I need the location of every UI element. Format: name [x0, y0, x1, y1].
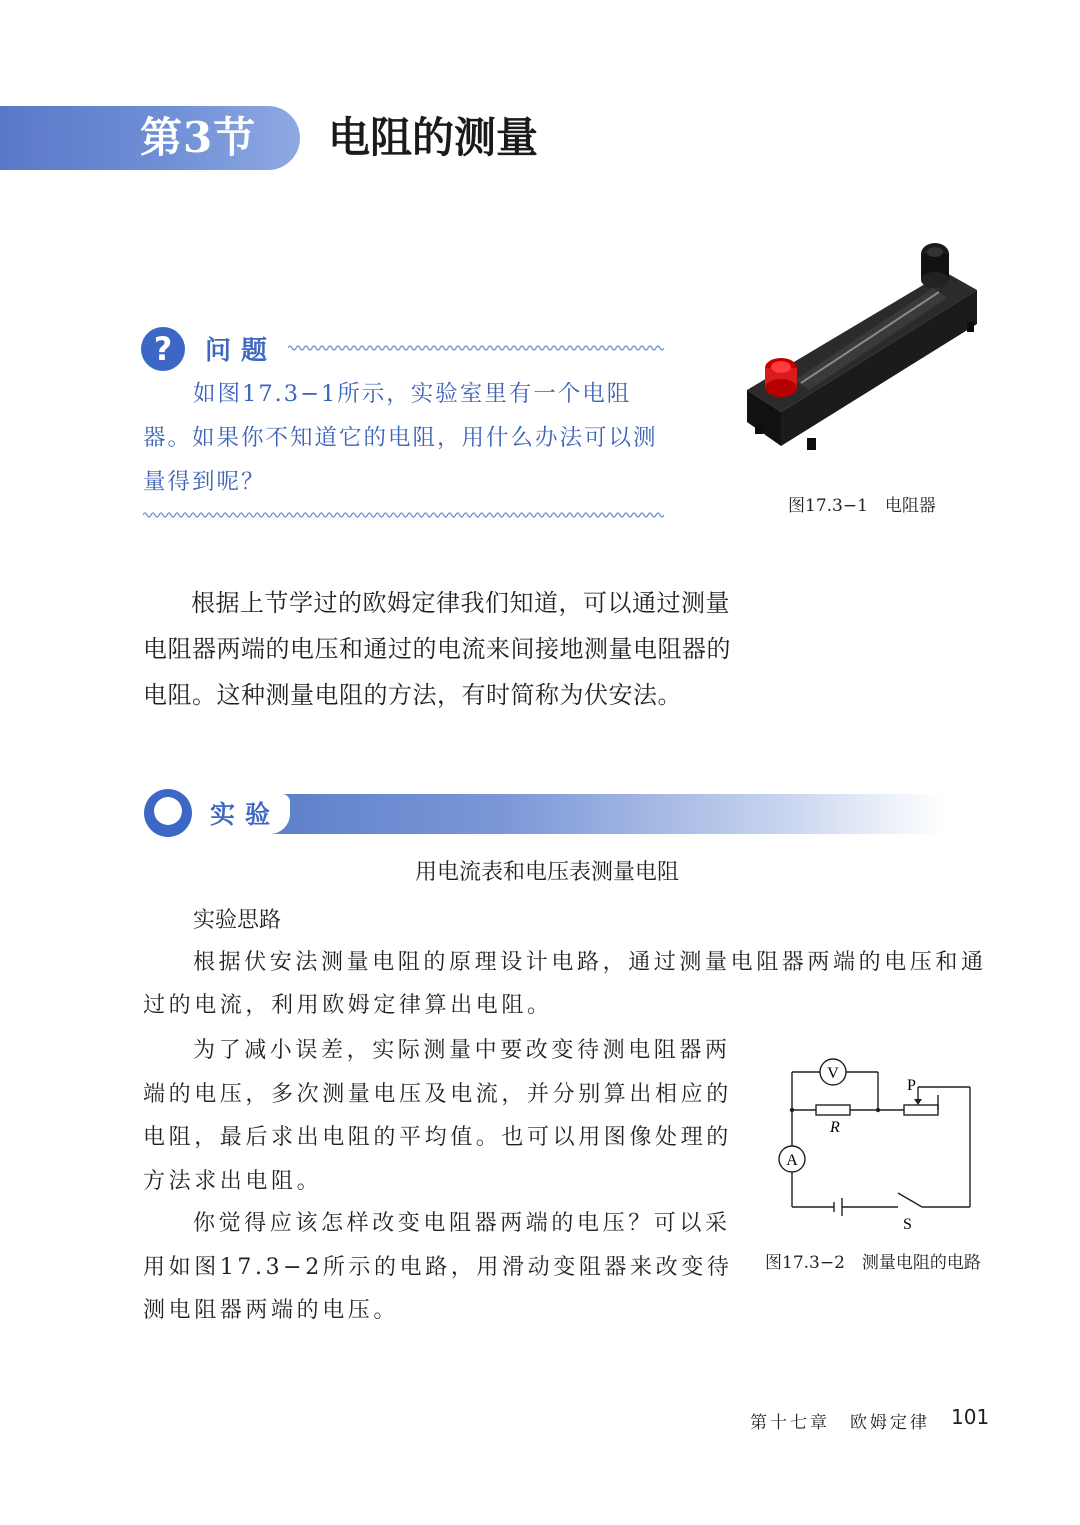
ammeter-label: A	[786, 1152, 798, 1169]
question-label: 问题	[205, 336, 278, 366]
experiment-paragraph: 你觉得应该怎样改变电阻器两端的电压？可以采用如图17.3−2所示的电路，用滑动变阻器来改变待测电阻器两端的电压。	[143, 1211, 733, 1323]
experiment-label: 实验	[210, 800, 281, 829]
experiment-subheading: 实验思路	[193, 908, 282, 933]
experiment-title: 用电流表和电压表测量电阻	[415, 860, 680, 885]
figure1-caption: 图17.3−1 电阻器	[788, 496, 936, 516]
experiment-paragraph: 为了减小误差，实际测量中要改变待测电阻器两端的电压，多次测量电压及电流，并分别算出相应的电阻，最后求出电阻的平均值。也可以用图像处理的方法求出电阻。	[143, 1038, 732, 1194]
intro-paragraph: 根据上节学过的欧姆定律我们知道，可以通过测量电阻器两端的电压和通过的电流来间接地测量电阻器的电阻。这种测量电阻的方法，有时简称为伏安法。	[143, 589, 731, 709]
question-top-divider	[288, 344, 664, 352]
experiment-paragraph: 根据伏安法测量电阻的原理设计电路，通过测量电阻器两端的电压和通过的电流，利用欧姆定律算出电阻。	[143, 950, 987, 1018]
question-bottom-divider	[143, 511, 664, 519]
switch-label: S	[903, 1216, 912, 1233]
resistor-photo	[735, 232, 985, 472]
voltmeter-label: V	[827, 1065, 839, 1082]
resistor-label: R	[830, 1119, 840, 1136]
magnifier-lens	[154, 797, 182, 825]
question-text: 如图17.3−1所示，实验室里有一个电阻器。如果你不知道它的电阻，用什么办法可以测量得到呢？	[143, 381, 658, 495]
section-title: 电阻的测量	[328, 113, 539, 162]
circuit-diagram	[770, 1055, 980, 1240]
slider-label: P	[907, 1077, 916, 1094]
page-number: 101	[951, 1405, 990, 1429]
footer-chapter: 第十七章 欧姆定律	[750, 1413, 930, 1433]
question-mark-icon: ?	[141, 327, 185, 371]
section-number: 第3节	[140, 113, 257, 162]
figure2-caption: 图17.3−2 测量电阻的电路	[765, 1253, 981, 1273]
